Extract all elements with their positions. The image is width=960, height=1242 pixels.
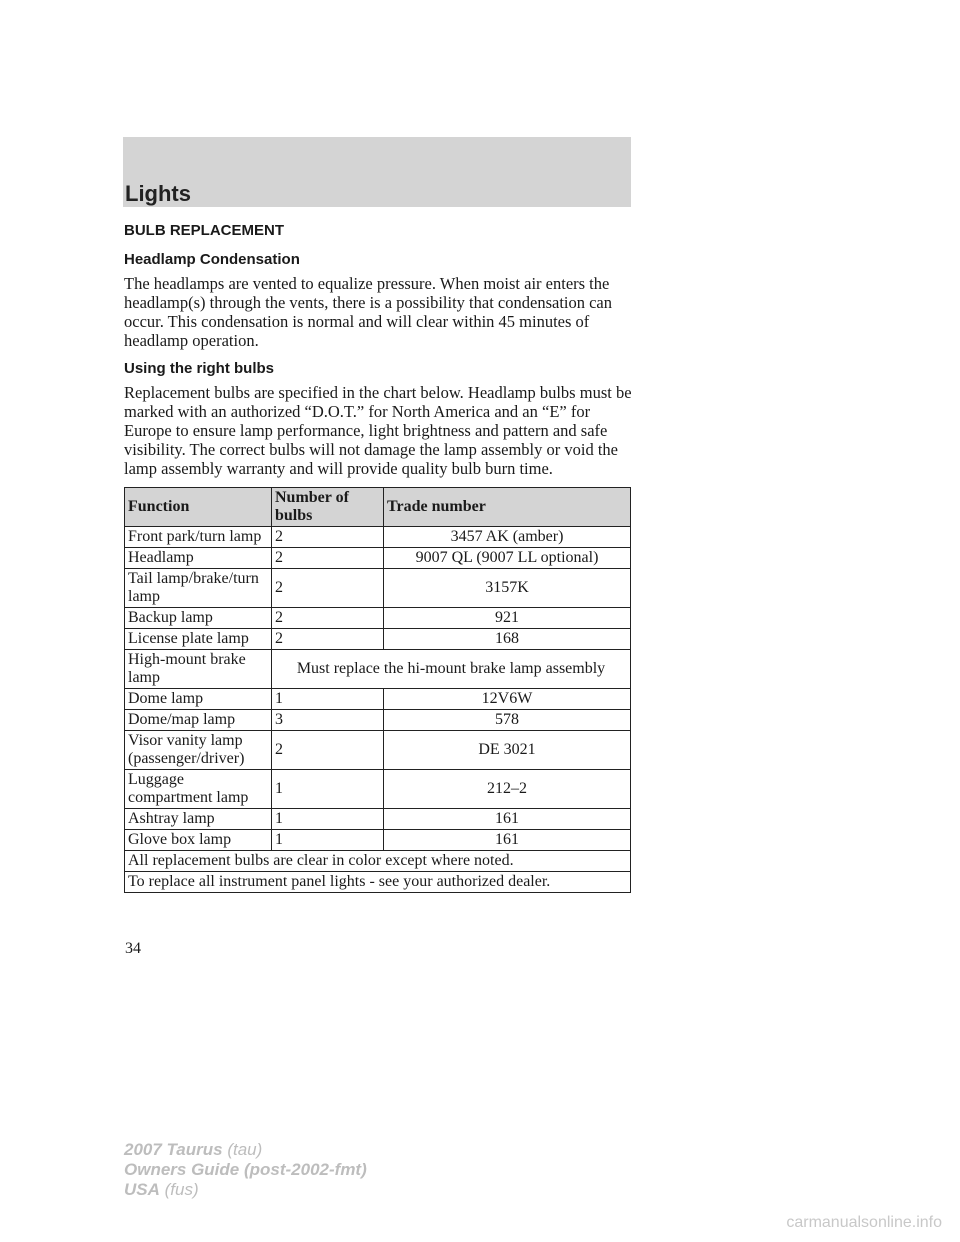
cell-function: Dome lamp [125, 689, 272, 710]
cell-number: 2 [272, 548, 384, 569]
cell-function: Glove box lamp [125, 830, 272, 851]
table-row [125, 548, 631, 569]
footer-model-code: (tau) [227, 1140, 263, 1159]
cell-merged-note: Must replace the hi-mount brake lamp assembly [272, 650, 631, 689]
cell-number: 2 [272, 527, 384, 548]
subsection-title-condensation: Headlamp Condensation [124, 251, 300, 268]
cell-function: Ashtray lamp [125, 809, 272, 830]
cell-number: 2 [272, 629, 384, 650]
cell-trade: 161 [384, 809, 631, 830]
main-content [124, 221, 634, 893]
cell-trade: DE 3021 [384, 731, 631, 770]
table-row [125, 608, 631, 629]
table-row [125, 710, 631, 731]
footer-line-model [124, 1140, 367, 1160]
footer-market-code: (fus) [164, 1180, 199, 1199]
cell-number: 1 [272, 809, 384, 830]
table-header-number: Number of bulbs [272, 488, 384, 527]
cell-function: Dome/map lamp [125, 710, 272, 731]
table-header-function: Function [125, 488, 272, 527]
footer-guide: Owners Guide (post-2002-fmt) [124, 1160, 367, 1179]
cell-number: 1 [272, 770, 384, 809]
cell-number: 1 [272, 689, 384, 710]
table-note-row [125, 851, 631, 872]
table-note-color: All replacement bulbs are clear in color except where noted. [125, 851, 631, 872]
main-heading: BULB REPLACEMENT [124, 222, 284, 239]
cell-trade: 921 [384, 608, 631, 629]
cell-number: 3 [272, 710, 384, 731]
cell-trade: 3457 AK (amber) [384, 527, 631, 548]
cell-trade: 3157K [384, 569, 631, 608]
cell-trade: 12V6W [384, 689, 631, 710]
section-header-band [123, 137, 631, 207]
cell-number: 2 [272, 569, 384, 608]
footer-model: 2007 Taurus [124, 1140, 223, 1159]
cell-trade: 578 [384, 710, 631, 731]
cell-function: Visor vanity lamp (passenger/driver) [125, 731, 272, 770]
cell-number: 2 [272, 608, 384, 629]
page-number: 34 [125, 940, 141, 957]
cell-function: Backup lamp [125, 608, 272, 629]
cell-function: Headlamp [125, 548, 272, 569]
table-row [125, 689, 631, 710]
table-row [125, 629, 631, 650]
footer-line-guide [124, 1160, 367, 1180]
document-footer [124, 1140, 367, 1200]
table-row [125, 527, 631, 548]
table-row [125, 830, 631, 851]
cell-trade: 161 [384, 830, 631, 851]
subsection-title-right-bulbs: Using the right bulbs [124, 360, 274, 377]
table-row [125, 650, 631, 689]
cell-trade: 168 [384, 629, 631, 650]
table-row [125, 809, 631, 830]
cell-number: 1 [272, 830, 384, 851]
table-row [125, 569, 631, 608]
section-title: Lights [125, 181, 191, 206]
cell-function: Tail lamp/brake/turn lamp [125, 569, 272, 608]
subsection-text-right-bulbs: Replacement bulbs are specified in the chart below. Headlamp bulbs must be marked with an authorized “D.O.T.” for North America and an “E” for Europe to ensure lamp performance, light brightness and pattern and safe visibility. The correct bulbs will not damage the lamp assembly or void the lamp assembly warranty and will provide quality bulb burn time. [124, 383, 632, 478]
bulb-table [124, 487, 631, 893]
cell-trade: 9007 QL (9007 LL optional) [384, 548, 631, 569]
table-row [125, 770, 631, 809]
cell-number: 2 [272, 731, 384, 770]
site-watermark: carmanualsonline.info [786, 1214, 942, 1231]
footer-market: USA [124, 1180, 160, 1199]
cell-function: Luggage compartment lamp [125, 770, 272, 809]
table-note-dealer: To replace all instrument panel lights - see your authorized dealer. [125, 872, 631, 893]
cell-function: High-mount brake lamp [125, 650, 272, 689]
cell-function: Front park/turn lamp [125, 527, 272, 548]
footer-line-market [124, 1180, 367, 1200]
cell-trade: 212–2 [384, 770, 631, 809]
subsection-text-condensation: The headlamps are vented to equalize pressure. When moist air enters the headlamp(s) through the vents, there is a possibility that condensation can occur. This condensation is normal and will clear within 45 minutes of headlamp operation. [124, 274, 613, 350]
table-note-row [125, 872, 631, 893]
table-row [125, 731, 631, 770]
table-header-row [125, 488, 631, 527]
table-header-trade: Trade number [384, 488, 631, 527]
cell-function: License plate lamp [125, 629, 272, 650]
